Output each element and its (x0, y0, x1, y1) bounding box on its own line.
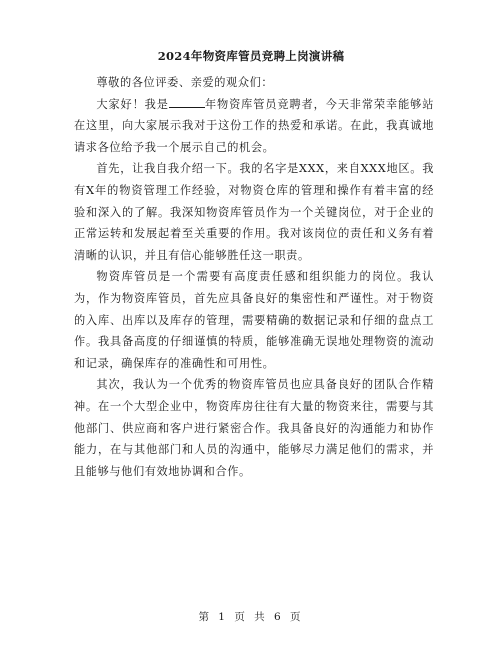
intro-paragraph (74, 94, 434, 159)
document-title: 2024年物资库管员竞聘上岗演讲稿 (157, 49, 345, 63)
intro-text-before-blank: 大家好！我是 (96, 97, 169, 111)
document-body (74, 72, 434, 482)
body-paragraph-teamwork: 其次，我认为一个优秀的物资库管员也应具备良好的团队合作精神。在一个大型企业中，物资库房往往有大量的物资来往，需要与其他部门、供应商和客户进行紧密合作。我具备良好的沟通能力和协作能力，在与其他部门和人员的沟通中，能够尽力满足他们的需求，并且能够与他们有效地协调和合作。 (74, 378, 434, 478)
fill-in-blank (169, 97, 205, 108)
body-paragraph-responsibility: 物资库管员是一个需要有高度责任感和组织能力的岗位。我认为，作为物资库管员，首先应具备良好的集密性和严谨性。对于物资的入库、出库以及库存的管理，需要精确的数据记录和仔细的盘点工作。我具备高度的仔细谨慎的特质，能够准确无误地处理物资的流动和记录，确保库存的准确性和可用性。 (74, 270, 434, 370)
body-paragraph-self-introduction: 首先，让我自我介绍一下。我的名字是XXX，来自XXX地区。我有X年的物资管理工作经验，对物资仓库的管理和操作有着丰富的经验和深入的了解。我深知物资库管员作为一个关键岗位，对于企业的正常运转和发展起着至关重要的作用。我对该岗位的责任和义务有着清晰的认识，并且有信心能够胜任这一职责。 (74, 162, 434, 262)
page-number-footer: 第 1 页 共 6 页 (198, 611, 304, 623)
intro-text-after-blank: 年物资库管员竞聘者，今天非常荣幸能够站在这里，向大家展示我对于这份工作的热爱和承诺。在此，我真诚地请求各位给予我一个展示自己的机会。 (74, 97, 434, 154)
greeting-line: 尊敬的各位评委、亲爱的观众们： (96, 76, 274, 89)
